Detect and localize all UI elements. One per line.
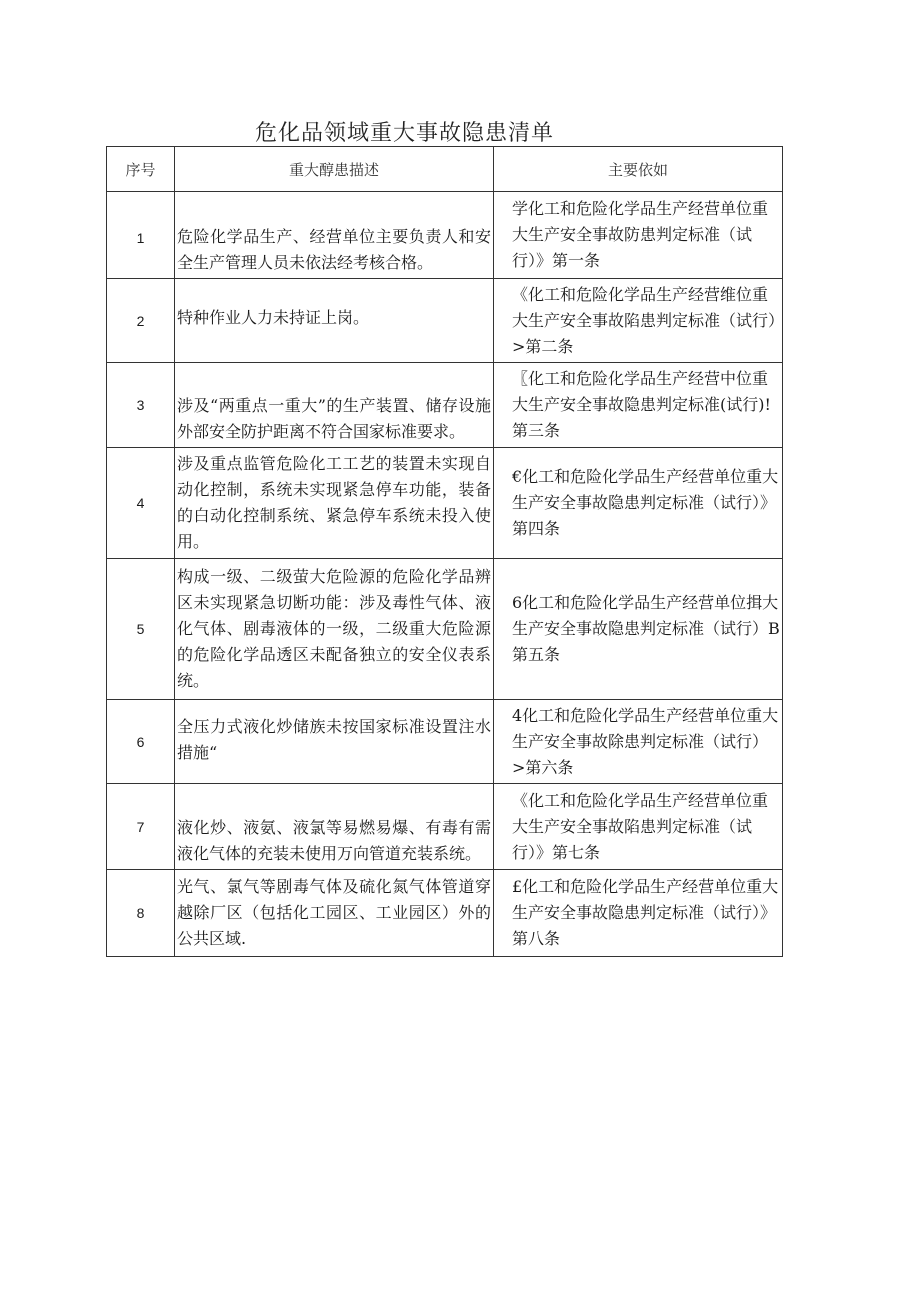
row-description: 构成一级、二级萤大危险源的危险化学品辨区未实现紧急切断功能：涉及毒性气体、液化气体、剧毒液体的一级，二级重大危险源的危险化学品透区未配备独立的安全仪表系统。 xyxy=(175,559,494,700)
row-basis-text: £化工和危险化学品生产经营单位重大生产安全事故隐患判定标准（试行）》第八条 xyxy=(512,877,779,948)
row-number: 1 xyxy=(107,192,175,279)
table-row xyxy=(107,448,783,559)
row-basis xyxy=(494,559,783,700)
table-row xyxy=(107,700,783,784)
table-row xyxy=(107,559,783,700)
row-basis xyxy=(494,279,783,363)
table-row xyxy=(107,784,783,870)
row-basis-text: 《化工和危险化学品生产经营单位重大生产安全事故陷患判定标准（试行）》第七条 xyxy=(512,790,769,862)
row-number: 6 xyxy=(107,700,175,784)
row-basis xyxy=(494,192,783,279)
table-row xyxy=(107,279,783,363)
table-row xyxy=(107,870,783,957)
row-description: 涉及“两重点一重大”的生产装置、储存设施外部安全防护距离不符合国家标准要求。 xyxy=(175,363,494,448)
row-description: 涉及重点监管危险化工工艺的装置未实现自动化控制，系统未实现紧急停车功能，装备的白动化控制系统、紧急停车系统未投入使用。 xyxy=(175,448,494,559)
row-basis xyxy=(494,363,783,448)
row-number: 4 xyxy=(107,448,175,559)
header-number: 序号 xyxy=(107,147,175,192)
row-basis xyxy=(494,784,783,870)
document-title: 危化品领域重大事故隐患清单 xyxy=(255,121,555,146)
row-number: 5 xyxy=(107,559,175,700)
row-basis xyxy=(494,448,783,559)
row-description: 危险化学品生产、经营单位主要负责人和安全生产管理人员未依法经考核合格。 xyxy=(175,192,494,279)
row-basis xyxy=(494,870,783,957)
row-number: 7 xyxy=(107,784,175,870)
header-description: 重大醇患描述 xyxy=(175,147,494,192)
header-basis: 主要依如 xyxy=(494,147,783,192)
table-row xyxy=(107,192,783,279)
row-description: 全压力式液化炒储族未按国家标准设置注水措施“ xyxy=(175,700,494,784)
row-number: 2 xyxy=(107,279,175,363)
row-basis-text: 《化工和危险化学品生产经营维位重大生产安全事故陷患判定标准（试行）>第二条 xyxy=(512,284,777,356)
row-number: 3 xyxy=(107,363,175,448)
hazard-table xyxy=(106,146,783,957)
row-description: 特种作业人力未持证上岗。 xyxy=(175,279,494,363)
table-header-row xyxy=(107,147,783,192)
row-basis-text: 〖化工和危险化学品生产经营中位重大生产安全事故隐患判定标准(试行)!第三条 xyxy=(512,369,771,440)
row-basis-text: 4化工和危险化学品生产经营单位重大生产安全事故除患判定标准（试行）>第六条 xyxy=(512,705,779,777)
row-description: 光气、氯气等剧毒气体及硫化氮气体管道穿越除厂区（包括化工园区、工业园区）外的公共区域. xyxy=(175,870,494,957)
row-description: 液化炒、液氨、液氯等易燃易爆、有毒有需液化气体的充装未使用万向管道充装系统。 xyxy=(175,784,494,870)
row-basis-text: €化工和危险化学品生产经营单位重大生产安全事故隐患判定标准（试行）》第四条 xyxy=(512,467,779,538)
row-number: 8 xyxy=(107,870,175,957)
row-basis xyxy=(494,700,783,784)
row-basis-text: 6化工和危险化学品生产经营单位揖大生产安全事故隐患判定标准（试行）B第五条 xyxy=(512,593,780,664)
row-basis-text: 学化工和危险化学品生产经营单位重大生产安全事故防患判定标准（试行）》第一条 xyxy=(512,199,769,270)
table-row xyxy=(107,363,783,448)
